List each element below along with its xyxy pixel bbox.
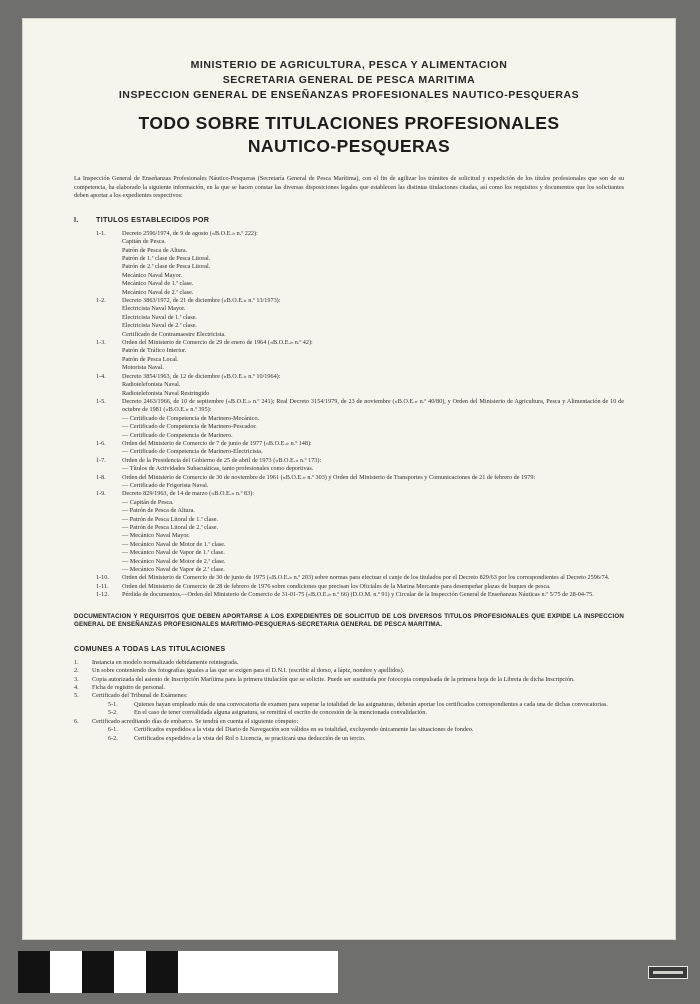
- calibration-patch-black: [146, 951, 178, 993]
- sub-list-item: Patrón de 1.ª clase de Pesca Litoral.: [122, 255, 211, 262]
- list-item-text: Pérdida de documentos.—Orden del Ministerio de Comercio de 31-01-75 («B.O.E.» n.º 66) (D.O.M. n.º 91) y Circular de la Inspección General de Enseñanzas Náuticas n.º 5/75 de 28-04-75.: [122, 591, 594, 599]
- list-item: [108, 709, 624, 717]
- list-item: [96, 373, 624, 381]
- scan-reference-tag: [648, 966, 688, 979]
- sub-list-item: Mecánico Naval de 1.ª clase.: [122, 280, 194, 288]
- list-item: [108, 726, 624, 734]
- calibration-patch-black: [82, 951, 114, 993]
- list-item: [96, 230, 624, 238]
- list-item-key: 6-1.: [108, 726, 118, 734]
- list-item-key: 6.: [74, 717, 79, 725]
- list-item-key: 6-2.: [108, 734, 118, 742]
- list-item-key: 1-5.: [96, 397, 106, 405]
- list-item-key: 1.: [74, 658, 79, 666]
- sub-list-item: Patrón de Pesca Local.: [122, 355, 179, 363]
- list-item: [96, 398, 624, 415]
- list-item-key: 3.: [74, 675, 79, 683]
- section-2-title: COMUNES A TODAS LAS TITULACIONES: [74, 643, 226, 653]
- sub-list-item-dashed: — Mecánico Naval de Vapor de 1.ª clase.: [122, 549, 225, 557]
- list-item-text: Quienes hayan empleado más de una convocatoria de examen para superar la totalidad de las asignaturas, deberán aportar los certificados correspondientes a cada una de dichas convocatorias.: [134, 700, 608, 708]
- sub-list-item-dashed: — Patrón de Pesca Litoral de 2.ª clase.: [122, 524, 219, 531]
- list-item-text: Decreto 829/1963, de 14 de marzo («B.O.E.» n.º 83):: [122, 490, 254, 498]
- list-item-text: Ficha de registro de personal.: [92, 684, 166, 692]
- sub-list-item-dashed: — Capitán de Pesca.: [122, 498, 174, 506]
- list-item-key: 1-8.: [96, 473, 106, 481]
- list-item-text: Copia autorizada del asiento de Inscripción Marítima para la primera titulación que se solicite. Puede ser sustituida por fotocopia compulsada de la primera hoja de la Libreta de dicha Inscripción.: [92, 675, 575, 683]
- list-item: [96, 583, 624, 591]
- list-item-key: 1-12.: [96, 591, 109, 599]
- sub-list-item-dashed: — Mecánico Naval Mayor.: [122, 532, 190, 540]
- list-item-key: 1-1.: [96, 229, 106, 237]
- sub-list-item-dashed: — Mecánico Naval de Motor de 1.ª clase.: [122, 540, 226, 548]
- section-1-heading: [74, 215, 624, 224]
- calibration-patch-black: [18, 951, 50, 993]
- document-title-line2: NAUTICO-PESQUERAS: [247, 136, 451, 156]
- header-inspection-line: INSPECCION GENERAL DE ENSEÑANZAS PROFESIONALES NAUTICO-PESQUERAS: [118, 89, 580, 101]
- section-2-item-list: [74, 659, 624, 743]
- document-page: [22, 18, 676, 940]
- sub-list-item: Mecánico Naval Mayor.: [122, 271, 182, 279]
- grayscale-calibration-strip: [18, 951, 338, 993]
- document-header: [74, 58, 624, 158]
- list-item-text: Orden del Ministerio de Comercio de 28 de febrero de 1976 sobre condiciones que precisan los Oficiales de la Marina Mercante para desempeñar plazas de buques de pesca.: [122, 582, 551, 590]
- list-item: [96, 574, 624, 582]
- sub-list-item: Patrón de 2.ª clase de Pesca Litoral.: [122, 263, 211, 271]
- list-item-text: Decreto 2596/1974, de 9 de agosto («B.O.E.» n.º 222):: [122, 229, 258, 237]
- sub-list-item-dashed: — Certificado de Competencia de Marinero-Pescador.: [122, 423, 257, 431]
- list-item: [96, 591, 624, 599]
- list-item-text: Orden del Ministerio de Comercio de 7 de junio de 1977 («B.O.E.» n.º 148):: [122, 439, 312, 447]
- list-item-text: Orden del Ministerio de Comercio de 30 de noviembre de 1961 («B.O.E.» n.º 303) y Orden del Ministerio de Transportes y Comunicaciones de 21 de febrero de 1979:: [122, 473, 536, 481]
- list-item: [96, 339, 624, 347]
- intro-paragraph: La Inspección General de Enseñanzas Profesionales Náutico-Pesqueras (Secretaría General de Pesca Marítima), con el fin de agilizar los trámites de solicitud y expedición de los títulos profesionales que son de su competencia, ha elaborado la siguiente información, en la que se hacen constar las diversas disposiciones legales que establecen las distintas titulaciones citadas, así como los requisitos y documentos que los solicitantes deben aportar a los expedientes respectivos:: [74, 175, 624, 200]
- list-item-key: 1-10.: [96, 574, 109, 582]
- sub-list-item: Capitán de Pesca.: [122, 238, 166, 246]
- sub-list-item-dashed: — Mecánico Naval de Motor de 2.ª clase.: [122, 557, 226, 565]
- calibration-patch-white: [114, 951, 146, 993]
- header-secretariat-line: SECRETARIA GENERAL DE PESCA MARITIMA: [222, 74, 476, 86]
- list-item-text: Orden de la Presidencia del Gobierno de 25 de abril de 1973 («B.O.E.» n.º 173):: [122, 456, 322, 464]
- list-item: [96, 490, 624, 498]
- sub-list-item: Electricista Naval Mayor.: [122, 305, 186, 313]
- list-item-text: Certificado del Tribunal de Exámenes:: [92, 692, 188, 700]
- list-item-key: 1-9.: [96, 490, 106, 498]
- list-item-text: En el caso de tener convalidada alguna asignatura, se remitirá el escrito de concesión de la mencionada convalidación.: [134, 709, 427, 717]
- section-1-item-list: [74, 230, 624, 600]
- list-item-key: 1-3.: [96, 339, 106, 347]
- list-item: [96, 297, 624, 305]
- list-item-text: Certificados expedidos a la vista del Rol o Licencia, se practicará una deducción de un tercio.: [134, 734, 366, 742]
- list-item-key: 5-2.: [108, 709, 118, 717]
- sub-list-item: Radiotelefonista Naval.: [122, 381, 181, 389]
- list-item-key: 4.: [74, 684, 79, 692]
- list-item-text: Certificados expedidos a la vista del Diario de Navegación son válidos en su totalidad, excluyendo únicamente las situaciones de fondeo.: [134, 726, 474, 734]
- header-ministry-line: MINISTERIO DE AGRICULTURA, PESCA Y ALIMENTACION: [190, 59, 508, 71]
- list-item: [108, 701, 624, 709]
- page-content: [74, 58, 624, 743]
- sub-list-item: Electricista Naval de 2.ª clase.: [122, 322, 197, 330]
- list-item: [74, 718, 624, 726]
- documentation-requirements-note: DOCUMENTACION Y REQUISITOS QUE DEBEN APORTARSE A LOS EXPEDIENTES DE SOLICITUD DE LOS DIVERSOS TITULOS PROFESIONALES QUE EXPIDE LA INSPECCION GENERAL DE ENSEÑANZAS PROFESIONALES MARITIMO-PESQUERAS-SECRETARIA GENERAL DE PESCA MARITIMA.: [74, 612, 624, 629]
- list-item: [74, 692, 624, 700]
- calibration-patch-white: [50, 951, 82, 993]
- sub-list-item: Patrón de Pesca de Altura.: [122, 246, 188, 254]
- section-1-title: TITULOS ESTABLECIDOS POR: [96, 214, 210, 224]
- list-item: [96, 474, 624, 482]
- sub-list-item: Certificado de Contramaestre Electricista.: [122, 330, 226, 338]
- calibration-patch-white-long: [178, 951, 338, 993]
- list-item-text: Un sobre conteniendo dos fotografías iguales a las que se exigen para el D.N.I. (escribir al dorso, a lápiz, nombre y apellidos).: [92, 667, 405, 675]
- sub-list-item-dashed: — Certificado de Competencia de Marinero-Mecánico.: [122, 414, 260, 422]
- sub-list-item-dashed: — Patrón de Pesca de Altura.: [122, 507, 195, 515]
- sub-list-item-dashed: — Mecánico Naval de Vapor de 2.ª clase.: [122, 566, 225, 574]
- list-item-key: 1-4.: [96, 372, 106, 380]
- list-item: [74, 676, 624, 684]
- sub-list-item: Radiotelefonista Naval Restringido: [122, 389, 210, 397]
- list-item-text: Orden del Ministerio de Comercio de 29 de enero de 1964 («B.O.E.» n.º 42):: [122, 339, 313, 347]
- list-item: [96, 457, 624, 465]
- list-item-text: Decreto 2463/1966, de 10 de septiembre («B.O.E.» n.º 241); Real Decreto 3154/1979, de 23 de noviembre («B.O.E.» n.º 40/80), y Orden del Ministerio de Agricultura, Pesca y Alimentación de 10 de octubre de 1981 («B.O.E.» n.º 395):: [122, 397, 624, 414]
- list-item-text: Decreto 3854/1963, de 12 de diciembre («B.O.E.» n.º 10/1964):: [122, 372, 281, 380]
- list-item: [74, 667, 624, 675]
- sub-list-item-dashed: — Certificado de Competencia de Marinero-Electricista.: [122, 448, 263, 456]
- sub-list-item: Electricista Naval de 1.ª clase.: [122, 313, 197, 321]
- list-item: [108, 735, 624, 743]
- sub-list-item-dashed: — Patrón de Pesca Litoral de 1.ª clase.: [122, 515, 219, 523]
- list-item: [96, 440, 624, 448]
- list-item-key: 5.: [74, 692, 79, 700]
- list-item: [74, 659, 624, 667]
- list-item: [74, 684, 624, 692]
- list-item-key: 2.: [74, 667, 79, 675]
- sub-list-item: Mecánico Naval de 2.ª clase.: [122, 288, 194, 296]
- list-item-text: Instancia en modelo normalizado debidamente reintegrada.: [92, 658, 239, 666]
- sub-list-item-dashed: — Títulos de Actividades Subacuáticas, tanto profesionales como deportivas.: [122, 465, 314, 473]
- list-item-key: 1-11.: [96, 582, 109, 590]
- sub-list-item-dashed: — Certificado de Frigorista Naval.: [122, 481, 209, 489]
- sub-list-item: Motorista Naval.: [122, 364, 164, 372]
- list-item-key: 1-2.: [96, 297, 106, 305]
- list-item-text: Certificado acreditando días de embarco. Se tendrá en cuenta el siguiente cómputo:: [92, 717, 299, 725]
- sub-list-item: Patrón de Tráfico Interior.: [122, 347, 187, 355]
- document-title-line1: TODO SOBRE TITULACIONES PROFESIONALES: [138, 113, 560, 133]
- list-item-key: 1-6.: [96, 439, 106, 447]
- list-item-text: Orden del Ministerio de Comercio de 30 de junio de 1975 («B.O.E.» n.º 203) sobre normas para efectuar el canje de los titulados por el Decreto 829/63 por los correspondientes al Decreto 2596/74.: [122, 574, 610, 582]
- sub-list-item-dashed: — Certificado de Competencia de Marinero.: [122, 431, 233, 439]
- section-1-number: I.: [74, 214, 79, 224]
- list-item-key: 1-7.: [96, 456, 106, 464]
- list-item-key: 5-1.: [108, 700, 118, 708]
- list-item-text: Decreto 3863/1972, de 21 de diciembre («B.O.E.» n.º 13/1973):: [122, 297, 281, 305]
